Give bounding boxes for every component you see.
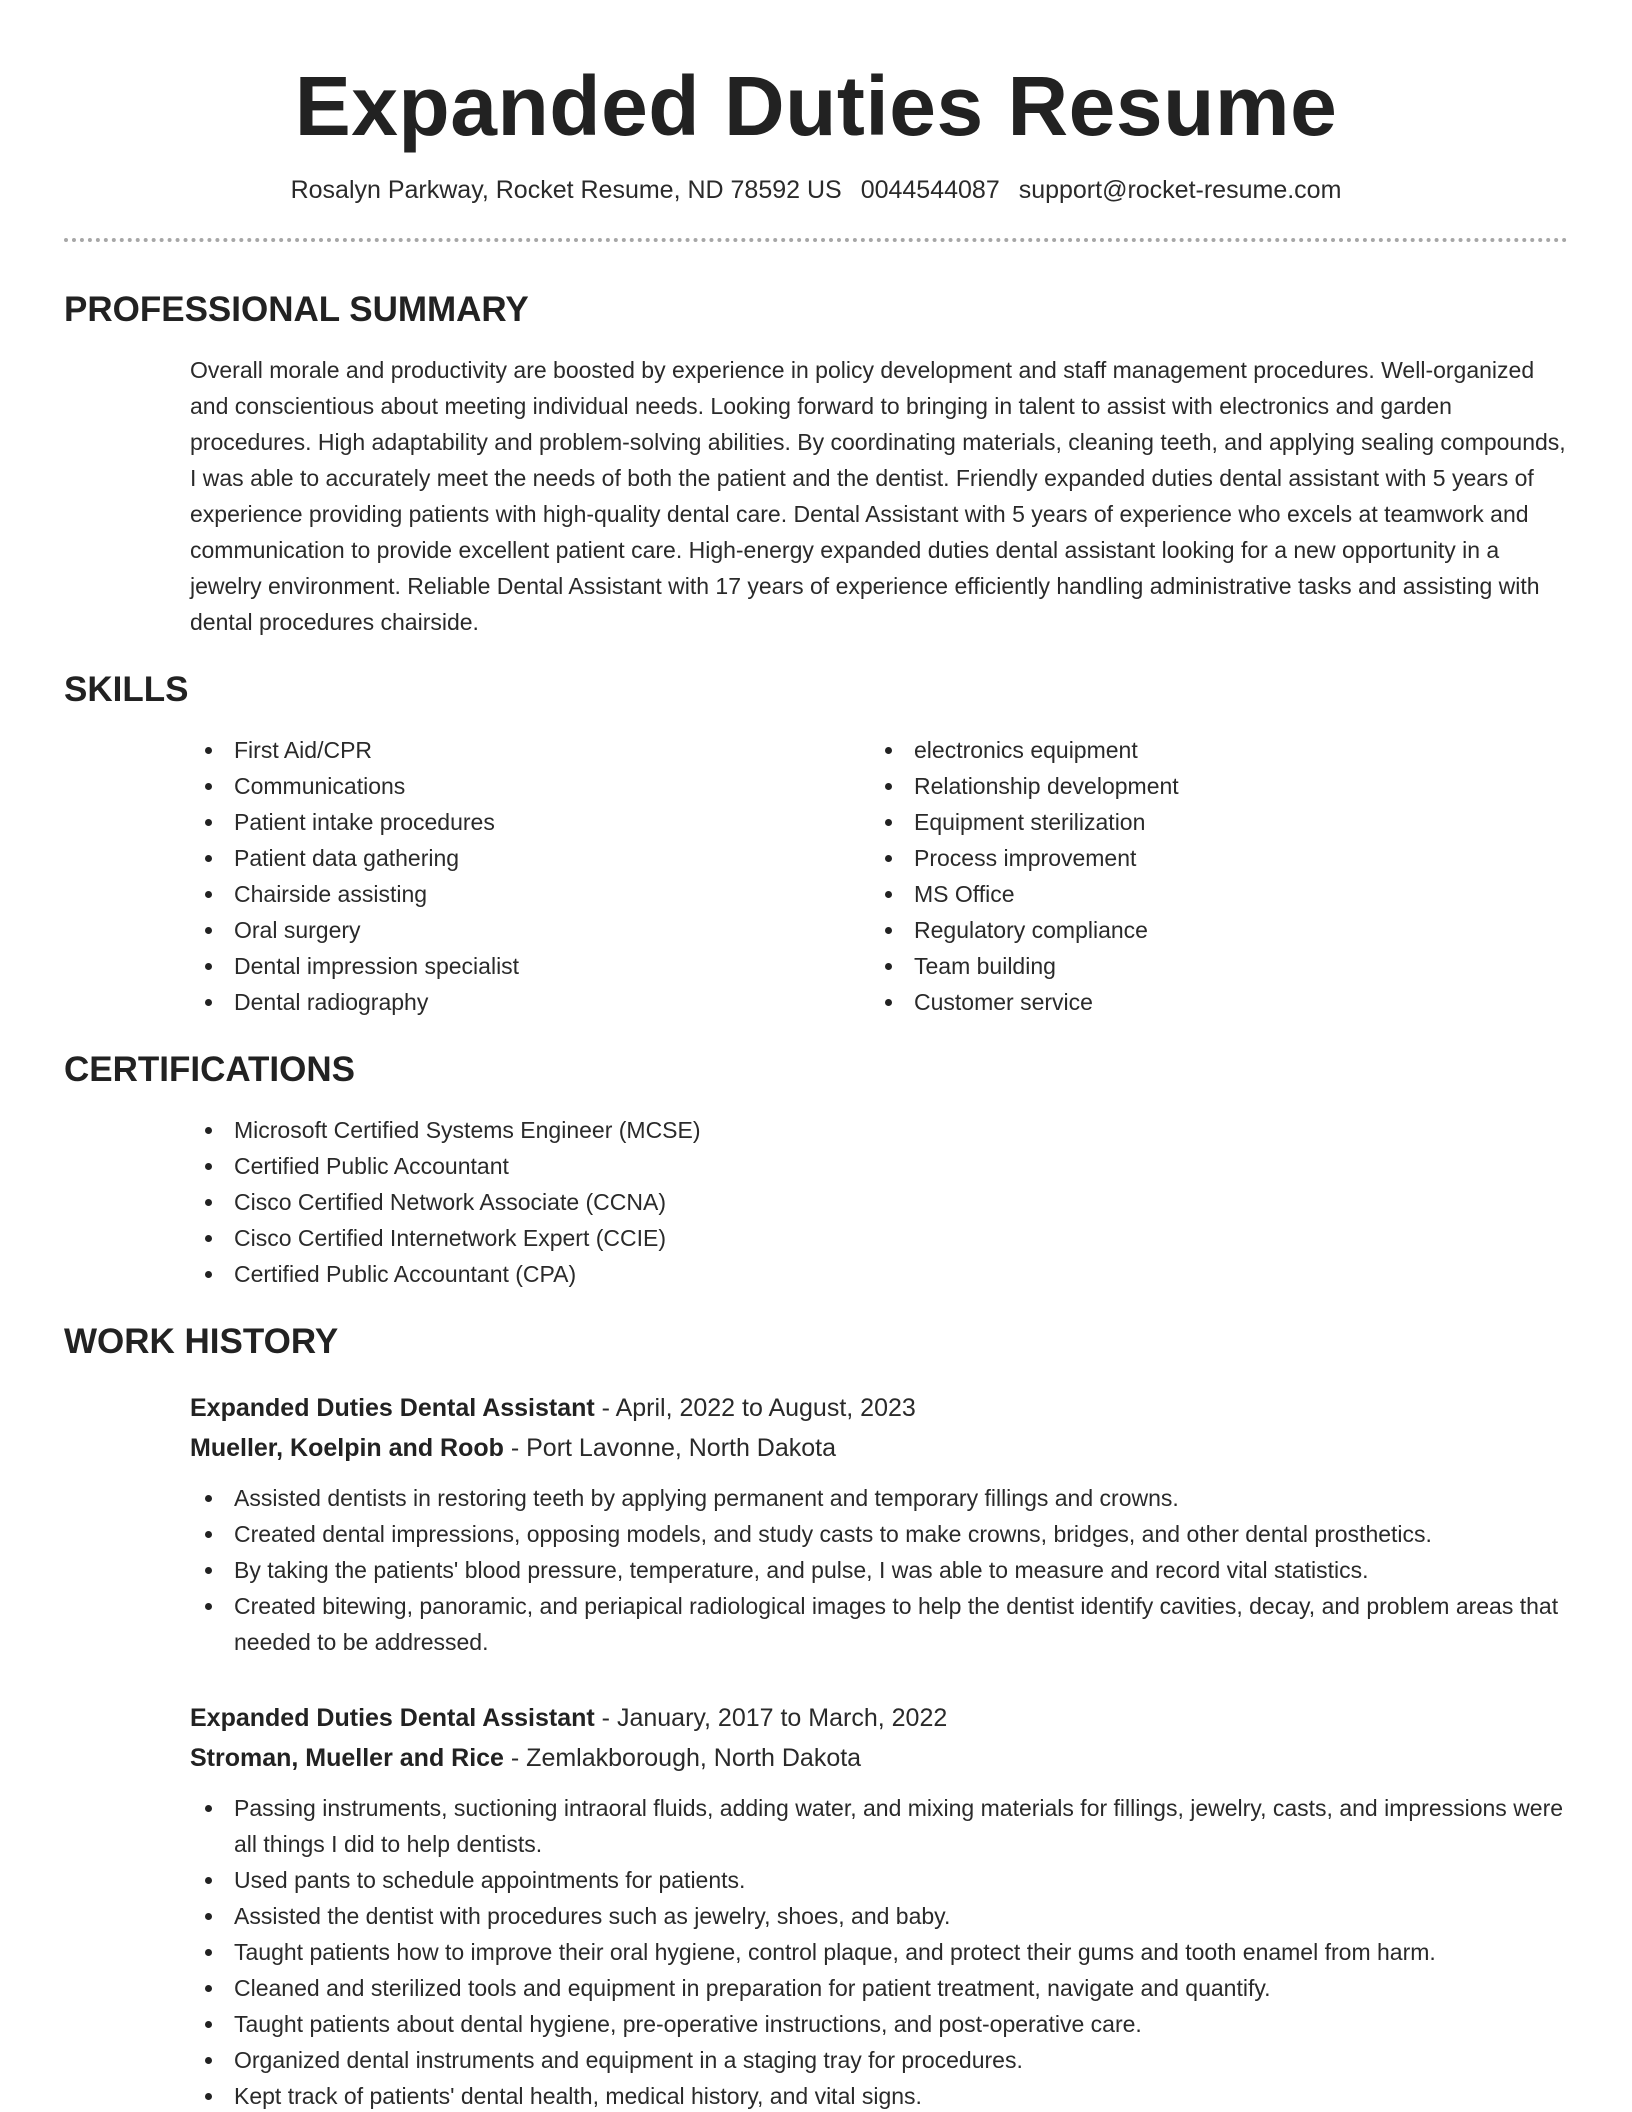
- skill-item: Chairside assisting: [190, 876, 870, 912]
- job-dates: - January, 2017 to March, 2022: [594, 1704, 948, 1732]
- job-title: Expanded Duties Dental Assistant: [190, 1394, 595, 1422]
- skill-item: MS Office: [870, 876, 1550, 912]
- skill-item: Dental radiography: [190, 984, 870, 1020]
- skill-item: Oral surgery: [190, 912, 870, 948]
- job-duties-list: [190, 1790, 1568, 2112]
- job-duty-item: Organized dental instruments and equipment in a staging tray for procedures.: [190, 2042, 1568, 2078]
- job-duty-item: Created dental impressions, opposing models, and study casts to make crowns, bridges, and other dental prosthetics.: [190, 1516, 1568, 1552]
- certification-item: Cisco Certified Network Associate (CCNA): [190, 1184, 1568, 1220]
- skill-item: Customer service: [870, 984, 1550, 1020]
- certification-item: Microsoft Certified Systems Engineer (MCSE): [190, 1112, 1568, 1148]
- header-divider: [64, 238, 1568, 242]
- summary-text: Overall morale and productivity are boosted by experience in policy development and staff management procedures. Well-organized and conscientious about meeting individual needs. Looking forward to bringing in talent to assist with electronics and garden procedures. High adaptability and problem-solving abilities. By coordinating materials, cleaning teeth, and applying sealing compounds, I was able to accurately meet the needs of both the patient and the dentist. Friendly expanded duties dental assistant with 5 years of experience providing patients with high-quality dental care. Dental Assistant with 5 years of experience who excels at teamwork and communication to provide excellent patient care. High-energy expanded duties dental assistant looking for a new opportunity in a jewelry environment. Reliable Dental Assistant with 17 years of experience efficiently handling administrative tasks and assisting with dental procedures chairside.: [190, 357, 1566, 635]
- skill-item: Team building: [870, 948, 1550, 984]
- job-duty-item: By taking the patients' blood pressure, temperature, and pulse, I was able to measure and record vital statistics.: [190, 1552, 1568, 1588]
- skill-item: electronics equipment: [870, 732, 1550, 768]
- job-company-line: [190, 1428, 1568, 1468]
- job-duty-item: Assisted dentists in restoring teeth by applying permanent and temporary fillings and crowns.: [190, 1480, 1568, 1516]
- skill-item: Patient data gathering: [190, 840, 870, 876]
- job-company-line: [190, 1738, 1568, 1778]
- skill-item: Dental impression specialist: [190, 948, 870, 984]
- job-duties-list: [190, 1480, 1568, 1660]
- skill-item: Patient intake procedures: [190, 804, 870, 840]
- contact-address: Rosalyn Parkway, Rocket Resume, ND 78592 US: [290, 176, 842, 204]
- job-duty-item: Cleaned and sterilized tools and equipment in preparation for patient treatment, navigate and quantify.: [190, 1970, 1568, 2006]
- skill-item: Regulatory compliance: [870, 912, 1550, 948]
- skills-columns: [190, 732, 1568, 1020]
- skill-item: Communications: [190, 768, 870, 804]
- certifications-heading: CERTIFICATIONS: [64, 1050, 356, 1089]
- skills-heading: SKILLS: [64, 670, 189, 709]
- skill-item: Relationship development: [870, 768, 1550, 804]
- job-dates: - April, 2022 to August, 2023: [594, 1394, 916, 1422]
- job-title-line: [190, 1698, 1568, 1738]
- certifications-list: [190, 1112, 1568, 1292]
- job-title-line: [190, 1388, 1568, 1428]
- job-duty-item: Taught patients about dental hygiene, pre-operative instructions, and post-operative care.: [190, 2006, 1568, 2042]
- job-location: - Port Lavonne, North Dakota: [503, 1434, 837, 1462]
- job-duty-item: Assisted the dentist with procedures such as jewelry, shoes, and baby.: [190, 1898, 1568, 1934]
- job-entry: [190, 1388, 1568, 1660]
- job-location: - Zemlakborough, North Dakota: [503, 1744, 862, 1772]
- job-title: Expanded Duties Dental Assistant: [190, 1704, 595, 1732]
- contact-email[interactable]: support@rocket-resume.com: [1018, 176, 1342, 204]
- resume-page: [64, 0, 1568, 2112]
- job-duty-item: Created bitewing, panoramic, and periapical radiological images to help the dentist identify cavities, decay, and problem areas that needed to be addressed.: [190, 1588, 1568, 1660]
- summary-heading: PROFESSIONAL SUMMARY: [64, 290, 529, 329]
- certification-item: Certified Public Accountant: [190, 1148, 1568, 1184]
- contact-phone: 0044544087: [860, 176, 1000, 204]
- skills-left-list: [190, 732, 870, 1020]
- contact-line: [64, 174, 1568, 206]
- job-duty-item: Used pants to schedule appointments for patients.: [190, 1862, 1568, 1898]
- resume-title: Expanded Duties Resume: [294, 59, 1338, 153]
- job-entry: [190, 1698, 1568, 2112]
- skills-right-list: [870, 732, 1550, 1020]
- job-duty-item: Taught patients how to improve their oral hygiene, control plaque, and protect their gums and tooth enamel from harm.: [190, 1934, 1568, 1970]
- job-company: Mueller, Koelpin and Roob: [190, 1434, 504, 1462]
- job-duty-item: Kept track of patients' dental health, medical history, and vital signs.: [190, 2078, 1568, 2112]
- certification-item: Cisco Certified Internetwork Expert (CCIE): [190, 1220, 1568, 1256]
- certification-item: Certified Public Accountant (CPA): [190, 1256, 1568, 1292]
- job-duty-item: Passing instruments, suctioning intraoral fluids, adding water, and mixing materials for fillings, jewelry, casts, and impressions were all things I did to help dentists.: [190, 1790, 1568, 1862]
- work-history-heading: WORK HISTORY: [64, 1322, 339, 1361]
- skill-item: Process improvement: [870, 840, 1550, 876]
- skill-item: First Aid/CPR: [190, 732, 870, 768]
- skill-item: Equipment sterilization: [870, 804, 1550, 840]
- job-company: Stroman, Mueller and Rice: [190, 1744, 504, 1772]
